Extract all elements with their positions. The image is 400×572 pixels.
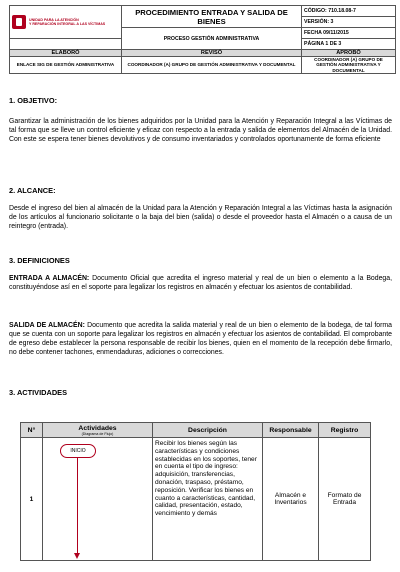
flow-start-node: INICIO [60,444,96,458]
col-header-description: Descripción [153,423,263,438]
col-header-activities: Actividades (Diagrama de Flujo) [43,423,153,438]
col-header-record: Registro [319,423,371,438]
logo-line-1: UNIDAD PARA LA ATENCIÓN [29,17,79,22]
signoff-header-elaboro: ELABORÓ [10,50,122,57]
signoff-header-reviso: REVISÓ [122,50,302,57]
col-header-num: N° [21,423,43,438]
definition-salida-text: Documento que acredita la salida material y real de un bien o elemento de la bodega, de tal forma que se cuenta con un soporte para legalizar los registros en almacén y efectuar los asientos de contabilidad. El comprobante de egreso debe establecer la persona responsable de recibir los bienes, quien en el momento de la recepción debe firmarlo, no debe contener tachones, enmendaduras, adiciones o correcciones. [9,322,392,356]
activities-table [20,422,371,561]
document-code: CÓDIGO: 710.18.08-7 [302,6,396,17]
document-page: PÁGINA 1 DE 3 [302,39,396,50]
signoff-headers [10,50,396,57]
process-name: PROCESO GESTIÓN ADMINISTRATIVA [122,28,302,50]
flow-connector-line [77,457,78,556]
signoff-value-elaboro: ENLACE SIG DE GESTIÓN ADMINISTRATIVA [10,57,122,74]
logo-line-2: Y REPARACIÓN INTEGRAL A LAS VÍCTIMAS [29,22,106,26]
definition-entrada-term: ENTRADA A ALMACÉN: [9,275,90,282]
row-record: Formato de Entrada [319,438,371,561]
logo-cell [10,6,122,39]
arrow-down-icon [74,553,80,559]
row-flow [43,438,153,561]
section-heading-definiciones: 3. DEFINICIONES [9,256,70,265]
document-date: FECHA 09/11/2015 [302,28,396,39]
document-title: PROCEDIMIENTO ENTRADA Y SALIDA DE BIENES [122,6,302,28]
section-heading-alcance: 2. ALCANCE: [9,186,56,195]
document-version: VERSIÓN: 3 [302,17,396,28]
section-heading-objetivo: 1. OBJETIVO: [9,96,58,105]
signoff-value-aprobo: COORDINADOR (A) GRUPO DE GESTIÓN ADMINISTRATIVA Y DOCUMENTAL [302,57,396,74]
section-text-objetivo: Garantizar la administración de los bienes adquiridos por la Unidad para la Atención y Reparación Integral a las Víctimas de tal forma que se lleve un control eficiente y eficaz con respecto a la entrada y salida de elementos del Almacén de la Unidad. Con este se espera tener bienes devolutivos y de consumo inventariados y controlados oportunamente de forma eficiente [9,118,392,143]
signoff-values [10,57,396,74]
definition-salida [9,321,392,357]
col-header-responsible: Responsable [263,423,319,438]
section-heading-actividades: 3. ACTIVIDADES [9,388,68,397]
definition-entrada [9,274,392,292]
activities-table-header [21,423,371,438]
document-header [9,5,396,74]
table-row [21,438,371,561]
row-num: 1 [21,438,43,561]
definition-salida-term: SALIDA DE ALMACÉN: [9,322,85,329]
row-description: Recibir los bienes según las características y condiciones establecidas en los soportes, tener en cuenta el tipo de ingreso: adquisición, transferencias, donación, traspaso, préstamo, reposición. Verificar los bienes en cuanto a características, cantidad, calidad, presentación, estado, vencimiento y demás [153,438,263,561]
unidad-emblem-icon [12,15,26,29]
signoff-value-reviso: COORDINADOR (A) GRUPO DE GESTIÓN ADMINISTRATIVA Y DOCUMENTAL [122,57,302,74]
definition-entrada-text: Documento Oficial que acredita el ingreso material y real de un bien o elemento a la Bodega, constituyéndose así en el soporte para legalizar los registros en almacén y efectuar los asientos de contabilidad. [9,275,392,291]
flow-diagram [43,438,152,560]
row-responsible: Almacén e Inventarios [263,438,319,561]
section-text-alcance: Desde el ingreso del bien al almacén de la Unidad para la Atención y Reparación Integral a las Víctimas hasta la asignación de los artículos al funcionario solicitante o la baja del bien (salida) o desde el proveedor hasta el Almacén o a causa de un reintegro (entrada). [9,205,392,230]
signoff-header-aprobo: APROBÓ [302,50,396,57]
unidad-logo [12,15,119,29]
col-header-activities-sub: (Diagrama de Flujo) [81,431,114,436]
